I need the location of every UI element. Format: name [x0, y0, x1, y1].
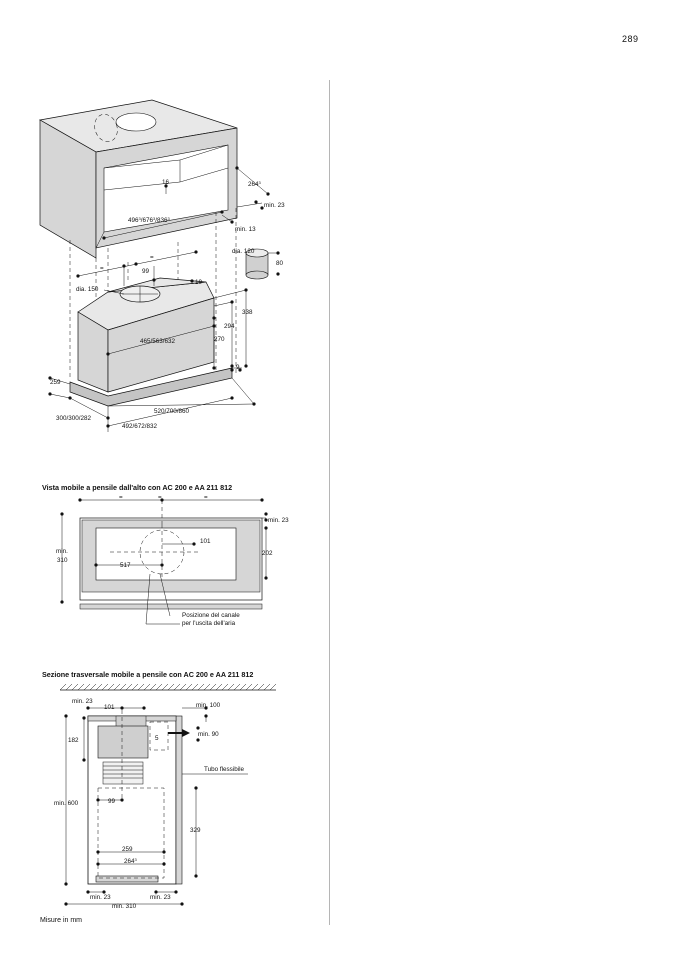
footer-note: Misure in mm [40, 917, 83, 924]
top-dim-202: 202 [262, 550, 273, 557]
sec-dim-264: $264^3$ [124, 857, 137, 865]
sec-dim-99: 99 [108, 798, 116, 805]
dim-259: 259 [50, 379, 61, 386]
dim-eq-1: = [100, 265, 104, 272]
page-number: 289 [622, 34, 639, 44]
dim-300: 300/300/282 [56, 415, 92, 422]
cabinet-duct-hole [116, 113, 156, 131]
section-hood-base [96, 876, 158, 882]
sec-dim-182: 182 [68, 737, 79, 744]
top-pos-line1: Posizione del canale [182, 612, 240, 619]
sec-dim-min310: min. 310 [112, 903, 137, 910]
sec-dim-min100: min. 100 [196, 702, 221, 709]
dim-80: 80 [276, 260, 284, 267]
top-dim-517: 517 [120, 562, 131, 569]
sec-dim-101: 101 [104, 704, 115, 711]
dim-465: 465/563/632 [140, 338, 176, 345]
top-view [56, 494, 289, 627]
dim-16: 16 [162, 179, 170, 186]
dim-19: 19 [195, 279, 203, 286]
dim-9: 9 [236, 364, 240, 371]
top-dim-eq-2: = [158, 494, 162, 501]
top-dim-min310-a: min. [56, 548, 68, 555]
dim-270: 270 [214, 336, 225, 343]
dim-dia120: dia. 120 [232, 248, 255, 255]
dim-min23: min. 23 [264, 202, 285, 209]
sec-dim-329: 329 [190, 827, 201, 834]
sec-dim-5: 5 [155, 735, 159, 742]
section-fan-unit [98, 726, 148, 758]
dim-eq-2: = [150, 254, 154, 261]
top-dim-min23: min. 23 [268, 517, 289, 524]
sec-dim-min600: min. 600 [54, 800, 79, 807]
dim-520: 520/700/860 [154, 408, 190, 415]
isometric-view [40, 100, 285, 432]
dim-294: 294 [224, 323, 235, 330]
top-base-strip [80, 604, 262, 609]
sec-dim-min23-br: min. 23 [150, 894, 171, 901]
dim-inner-width: $496^3/676^3/836^3$ [128, 216, 170, 224]
dim-492: 492/672/832 [122, 423, 158, 430]
top-filter-area [96, 528, 236, 580]
top-pos-line2: per l'uscita dell'aria [182, 620, 236, 627]
sec-label-tubo: Tubo flessibile [204, 766, 245, 773]
cross-section-caption: Sezione trasversale mobile a pensile con AC 200 e AA 211 812 [42, 670, 254, 679]
dim-99: 99 [142, 268, 150, 275]
cross-section-view [54, 684, 276, 910]
sec-dim-min23-top: min. 23 [72, 698, 93, 705]
dim-dia150: dia. 150 [76, 286, 99, 293]
dim-min13: min. 13 [235, 226, 256, 233]
section-door [176, 716, 182, 884]
dim-264: $264^3$ [248, 180, 261, 188]
sec-dim-259: 259 [122, 846, 133, 853]
dim-338: 338 [242, 309, 253, 316]
sec-dim-min90: min. 90 [198, 731, 219, 738]
top-dim-min310-b: 310 [57, 557, 68, 564]
top-dim-101: 101 [200, 538, 211, 545]
top-dim-eq-3: = [204, 494, 208, 501]
top-dim-eq-1: = [119, 494, 123, 501]
top-view-caption: Vista mobile a pensile dall'alto con AC 200 e AA 211 812 [42, 483, 233, 492]
section-flex-tube [103, 762, 143, 784]
sec-dim-min23-bl: min. 23 [90, 894, 111, 901]
